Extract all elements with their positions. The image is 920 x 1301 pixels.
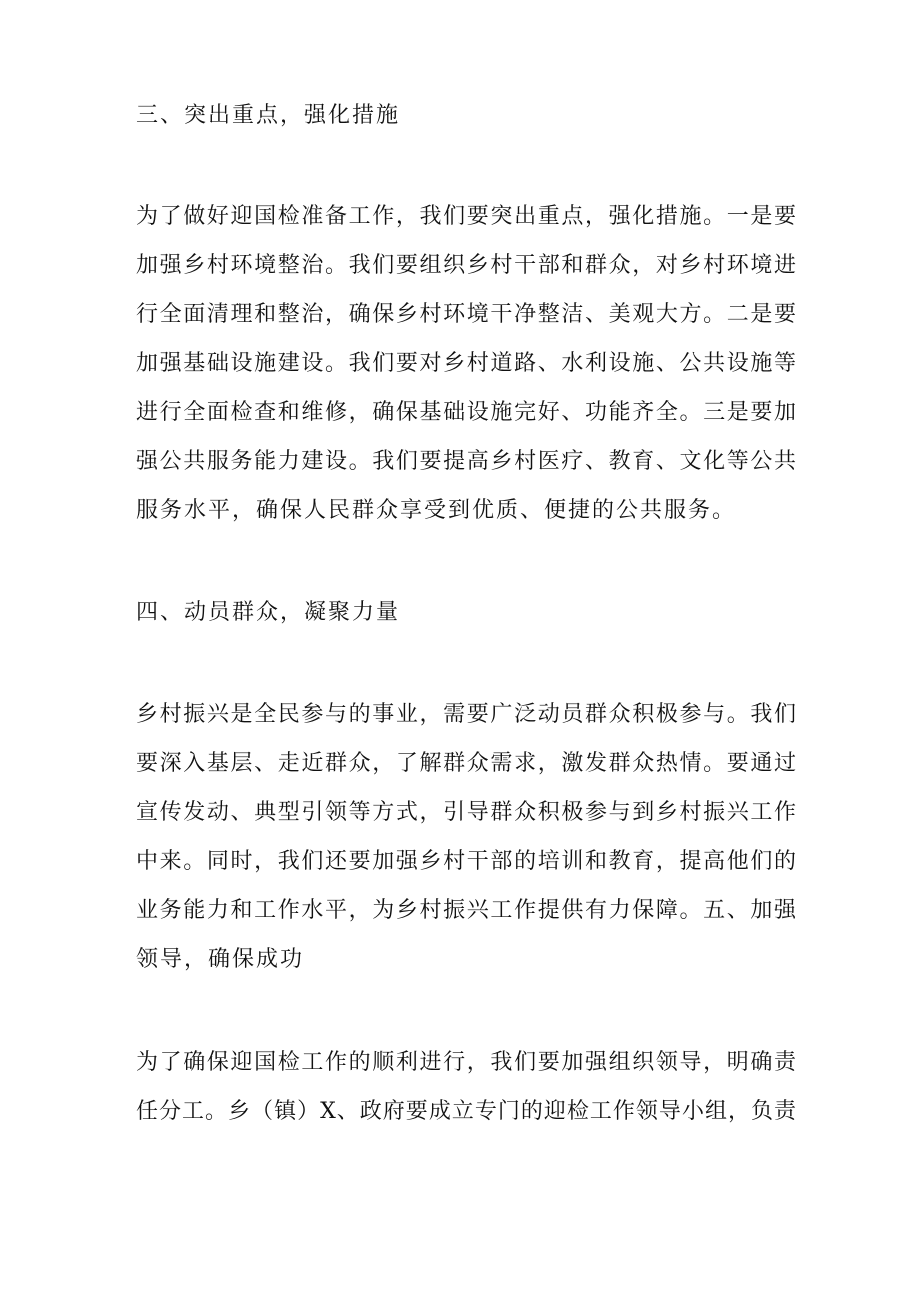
section-paragraph-4 bbox=[136, 690, 796, 984]
paragraph-line: 强公共服务能力建设。我们要提高乡村医疗、教育、文化等公共 bbox=[136, 449, 796, 474]
paragraph-line: 加强基础设施建设。我们要对乡村道路、水利设施、公共设施等 bbox=[136, 351, 796, 376]
paragraph-line: 领导，确保成功 bbox=[136, 947, 305, 972]
paragraph-line: 服务水平，确保人民群众享受到优质、便捷的公共服务。 bbox=[136, 498, 737, 523]
paragraph-line: 加强乡村环境整治。我们要组织乡村干部和群众，对乡村环境进 bbox=[136, 253, 796, 278]
paragraph-line: 任分工。乡（镇）X、政府要成立专门的迎检工作领导小组，负责 bbox=[136, 1099, 796, 1124]
paragraph-line: 乡村振兴是全民参与的事业，需要广泛动员群众积极参与。我们 bbox=[136, 702, 796, 727]
paragraph-line: 要深入基层、走近群众，了解群众需求，激发群众热情。要通过 bbox=[136, 751, 796, 776]
paragraph-line: 行全面清理和整治，确保乡村环境干净整洁、美观大方。二是要 bbox=[136, 302, 796, 327]
paragraph-line: 宣传发动、典型引领等方式，引导群众积极参与到乡村振兴工作 bbox=[136, 800, 796, 825]
paragraph-line: 业务能力和工作水平，为乡村振兴工作提供有力保障。五、加强 bbox=[136, 898, 796, 923]
section-heading-4: 四、动员群众，凝聚力量 bbox=[136, 600, 401, 625]
section-paragraph-5 bbox=[136, 1038, 796, 1136]
paragraph-line: 中来。同时，我们还要加强乡村干部的培训和教育，提高他们的 bbox=[136, 849, 796, 874]
section-heading-3: 三、突出重点，强化措施 bbox=[136, 103, 401, 128]
paragraph-line: 进行全面检查和维修，确保基础设施完好、功能齐全。三是要加 bbox=[136, 400, 796, 425]
paragraph-line: 为了确保迎国检工作的顺利进行，我们要加强组织领导，明确责 bbox=[136, 1050, 796, 1075]
section-paragraph-3 bbox=[136, 192, 796, 535]
paragraph-line: 为了做好迎国检准备工作，我们要突出重点，强化措施。一是要 bbox=[136, 204, 796, 229]
